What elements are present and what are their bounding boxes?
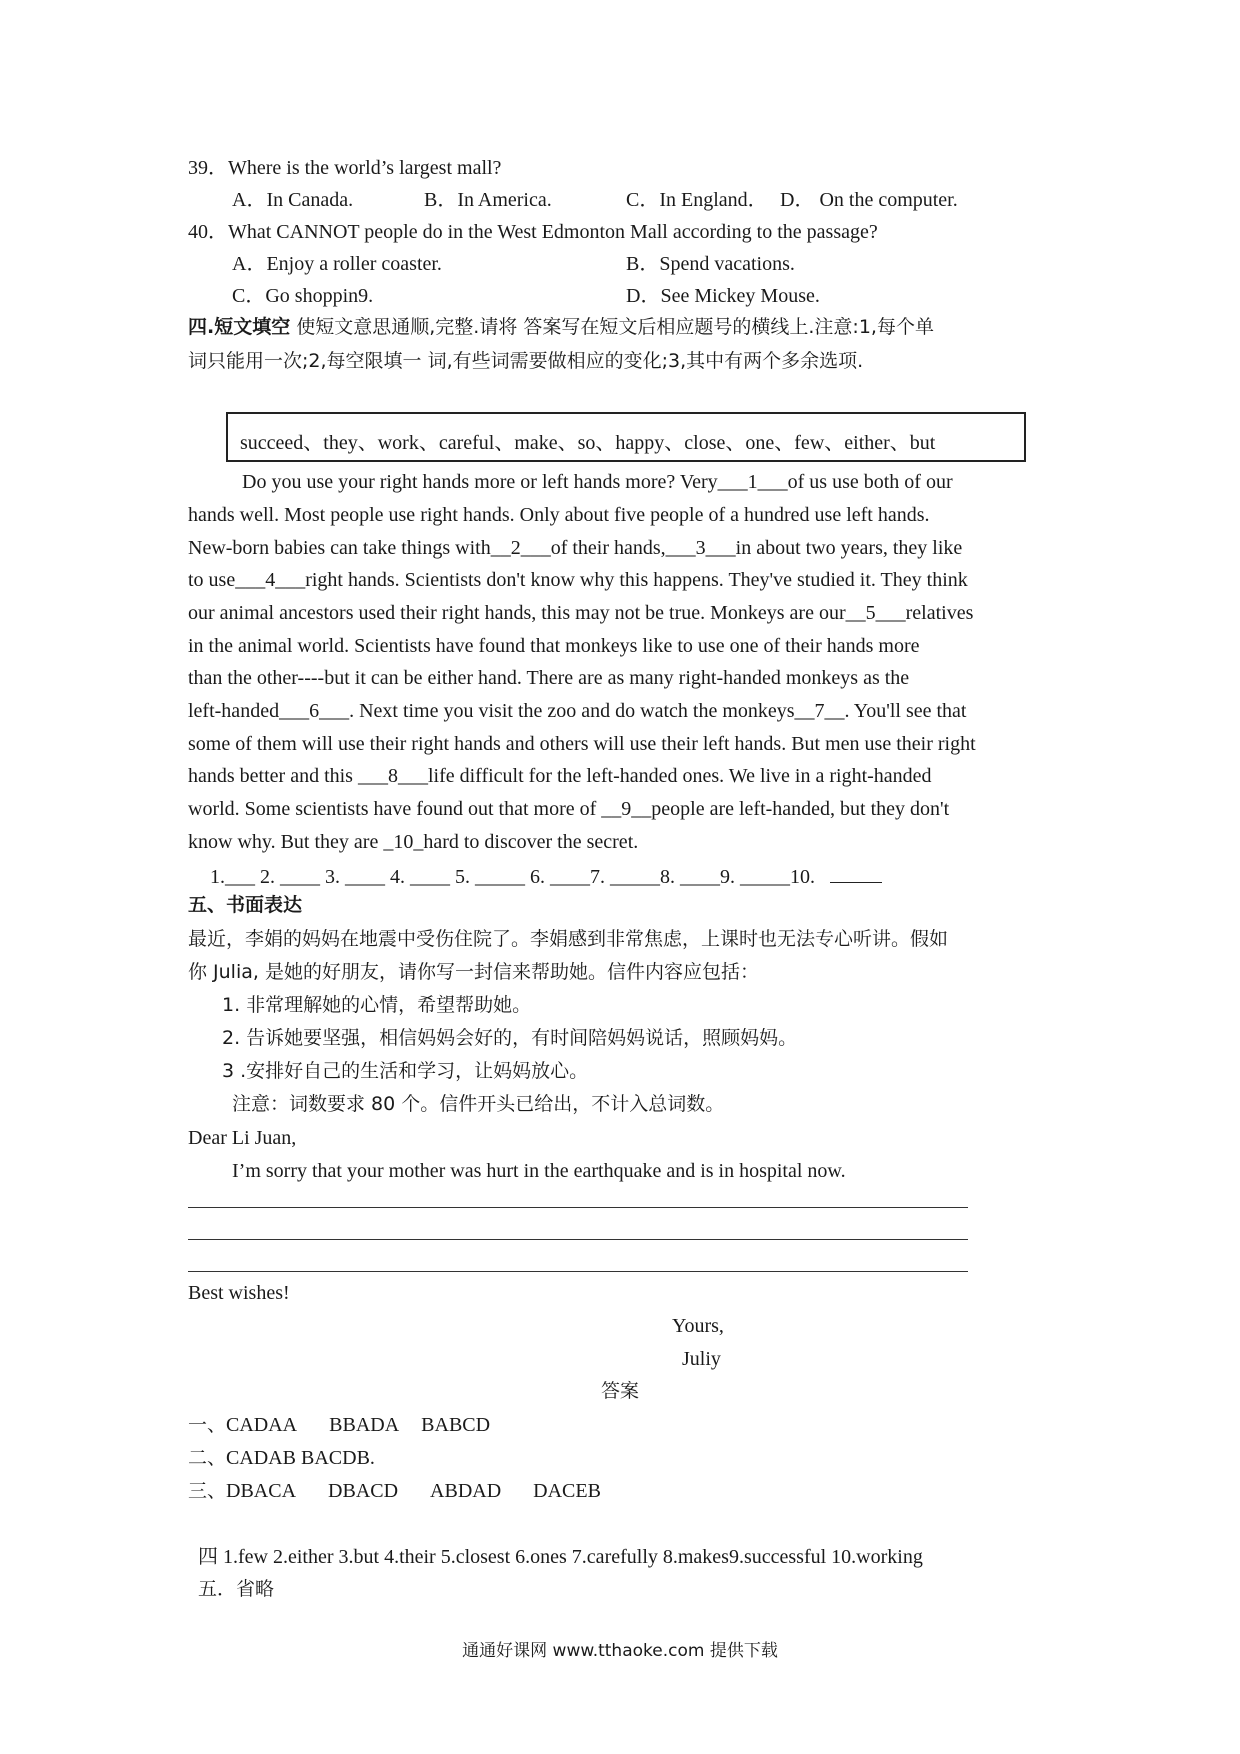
section-5-point-1: 1. 非常理解她的心情，希望帮助她。 [222,994,532,1016]
q39-option-b: B．In America. [424,189,552,211]
question-40: 40．What CANNOT people do in the West Edmonton Mall according to the passage? [188,221,878,243]
answer-group: DBACD [328,1480,399,1502]
q40-option-b: B．Spend vacations. [626,253,795,275]
section-5-prompt-line-2: 你 Julia, 是她的好朋友，请你写一封信来帮助她。信件内容应包括： [188,961,759,983]
answer-blank-10 [830,864,882,883]
letter-signature: Juliy [682,1348,721,1370]
answers-section-1: 一、CADAA BBADA BABCD [188,1414,491,1436]
writing-line [188,1207,968,1208]
q40-option-c: C．Go shoppin9. [232,285,374,307]
section-5-point-2: 2. 告诉她要坚强，相信妈妈会好的，有时间陪妈妈说话，照顾妈妈。 [222,1027,798,1049]
answer-group: BABCD [421,1414,491,1436]
section-4-instruction-line-2: 词只能用一次;2,每空限填一 词,有些词需要做相应的变化;3,其中有两个多余选项. [188,350,864,372]
answer-blanks-line [210,864,882,887]
answer-group: BBADA [329,1414,400,1436]
passage-line: in the animal world. Scientists have found that monkeys like to use one of their hands more [188,635,920,657]
answer-group: DACEB [533,1480,601,1502]
q39-option-d: D． On the computer. [780,189,958,211]
question-39: 39．Where is the world’s largest mall? [188,157,502,179]
letter-opening: I’m sorry that your mother was hurt in the earthquake and is in hospital now. [232,1160,846,1182]
passage-line: hands well. Most people use right hands. Only about five people of a hundred use left hands. [188,504,930,526]
answer-blanks-text: 1.___ 2. ____ 3. ____ 4. ____ 5. _____ 6. ____7. _____8. ____9. _____10. [210,866,815,888]
answers-title: 答案 [601,1380,640,1402]
answer-group: DBACA [226,1480,297,1502]
answer-group: CADAB BACDB. [226,1447,375,1469]
answers-section-5: 五．省略 [198,1578,275,1600]
letter-closing: Best wishes! [188,1282,290,1304]
passage-line: our animal ancestors used their right hands, this may not be true. Monkeys are our__5___relatives [188,602,974,624]
q39-option-c: C．In England． [626,189,768,211]
passage-line: hands better and this ___8___life difficult for the left-handed ones. We live in a right-handed [188,765,932,787]
letter-greeting: Dear Li Juan, [188,1127,297,1149]
passage-line: know why. But they are _10_hard to discover the secret. [188,831,639,853]
word-bank-text: succeed、they、work、careful、make、so、happy、close、one、few、either、but [240,432,936,454]
section-5-note: 注意：词数要求 80 个。信件开头已给出，不计入总词数。 [232,1093,725,1115]
passage-line: some of them will use their right hands and others will use their left hands. But men use their right [188,733,976,755]
q40-option-d: D．See Mickey Mouse. [626,285,820,307]
passage-line: world. Some scientists have found out that more of __9__people are left-handed, but they don't [188,798,950,820]
footer-source: 通通好课网 www.tthaoke.com 提供下载 [462,1641,778,1661]
letter-yours: Yours, [672,1315,724,1337]
passage-line: to use___4___right hands. Scientists don't know why this happens. They've studied it. They think [188,569,968,591]
answers-section-4: 四 1.few 2.either 3.but 4.their 5.closest 6.ones 7.carefully 8.makes9.successful 10.working [198,1546,923,1568]
answer-group: ABDAD [430,1480,502,1502]
section-5-prompt-line-1: 最近，李娟的妈妈在地震中受伤住院了。李娟感到非常焦虑，上课时也无法专心听讲。假如 [188,928,949,950]
passage-line: New-born babies can take things with__2___of their hands,___3___in about two years, they like [188,537,963,559]
answers-section-3: 三、DBACA DBACD ABDAD DACEB [188,1480,601,1502]
section-5-heading: 五、书面表达 [188,894,303,916]
answer-group: CADAA [226,1414,298,1436]
answers-section-2: 二、CADAB BACDB. [188,1447,375,1469]
passage-line: than the other----but it can be either hand. There are as many right-handed monkeys as the [188,667,910,689]
section-4-heading: 四.短文填空 [188,316,291,338]
q40-option-a: A．Enjoy a roller coaster. [232,253,442,275]
writing-line [188,1239,968,1240]
passage-line: left-handed___6___. Next time you visit the zoo and do watch the monkeys__7__. You'll see that [188,700,967,722]
passage-line: Do you use your right hands more or left hands more? Very___1___of us use both of our [242,471,953,493]
section-4-instructions [188,318,934,337]
section-5-point-3: 3 .安排好自己的生活和学习，让妈妈放心。 [222,1060,589,1082]
writing-line [188,1271,968,1272]
word-bank-box [226,412,1026,462]
q39-option-a: A．In Canada. [232,189,354,211]
section-4-instruction-line-1: 使短文意思通顺,完整.请将 答案写在短文后相应题号的横线上.注意:1,每个单 [290,316,934,338]
